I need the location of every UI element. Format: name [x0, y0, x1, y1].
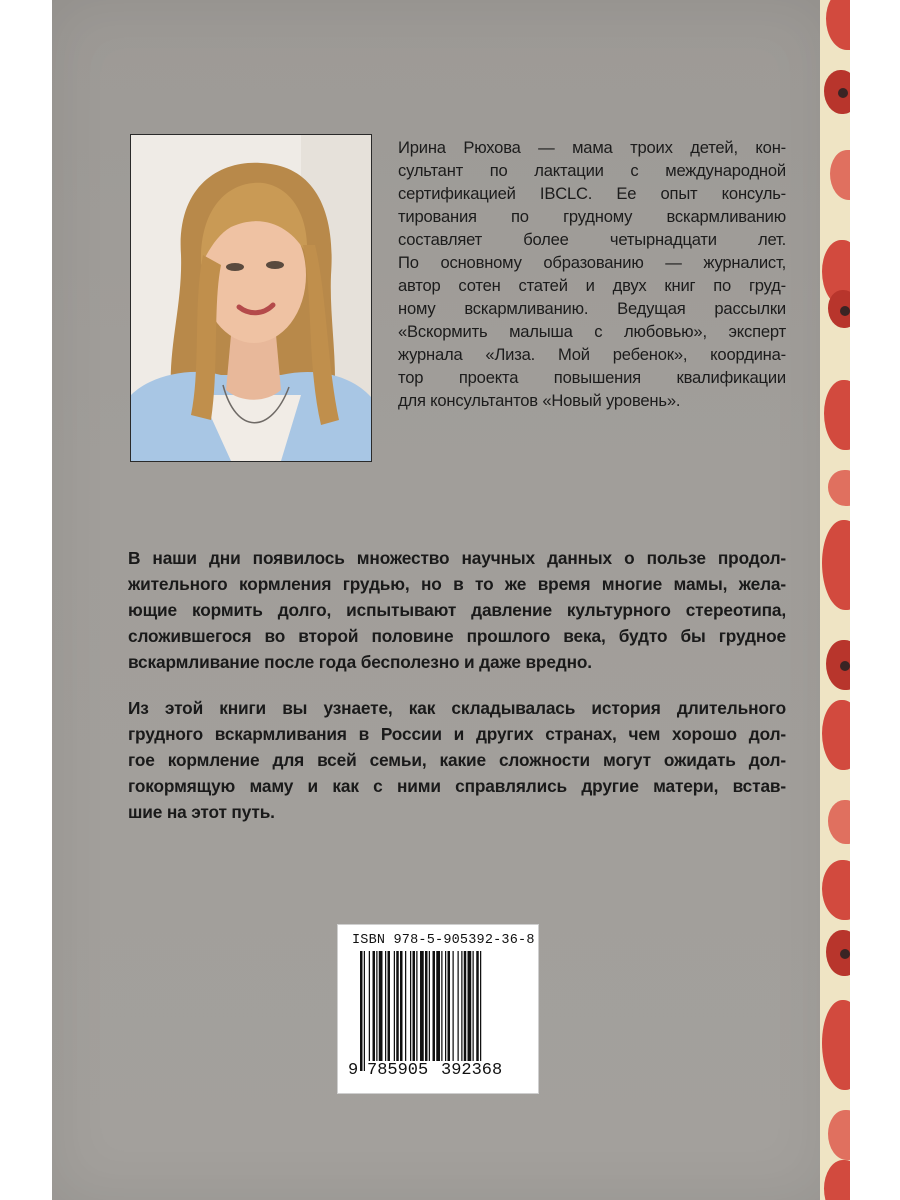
description-paragraph-2	[128, 695, 786, 825]
barcode-digit-first: 9	[348, 1061, 359, 1080]
bio-line: составляет более четырнадцати лет.	[398, 230, 786, 249]
description-line: грудного вскармливания в России и других странах, чем хорошо дол-	[128, 724, 786, 744]
barcode-bars	[360, 951, 520, 1071]
description-paragraph-1	[128, 545, 786, 675]
description-line: В наши дни появилось множество научных данных о пользе продол-	[128, 548, 786, 568]
bio-line: журнала «Лиза. Мой ребенок», координа-	[398, 345, 786, 364]
barcode-digit-group-2: 392368	[441, 1061, 503, 1080]
description-line: гое кормление для всей семьи, какие сложности могут ожидать дол-	[128, 750, 786, 770]
bio-line: сультант по лактации с международной	[398, 161, 786, 180]
author-photo	[130, 134, 372, 462]
description-line: ющие кормить долго, испытывают давление культурного стереотипа,	[128, 600, 786, 620]
bio-line: «Вскормить малыша с любовью», эксперт	[398, 322, 786, 341]
bio-line: Ирина Рюхова — мама троих детей, кон-	[398, 138, 786, 157]
description-line: сложившегося во второй половине прошлого века, будто бы грудное	[128, 626, 786, 646]
isbn-barcode	[337, 924, 539, 1094]
description-line: шие на этот путь.	[128, 802, 275, 822]
bio-line: тор проекта повышения квалификации	[398, 368, 786, 387]
isbn-label: ISBN 978-5-905392-36-8	[352, 933, 535, 948]
bio-line: ному вскармливанию. Ведущая рассылки	[398, 299, 786, 318]
description-line: вскармливание после года бесполезно и даже вредно.	[128, 652, 592, 672]
description-line: жительного кормления грудью, но в то же время многие мамы, жела-	[128, 574, 786, 594]
bio-line: тирования по грудному вскармливанию	[398, 207, 786, 226]
description-line: Из этой книги вы узнаете, как складывалась история длительного	[128, 698, 786, 718]
spine-poppy-pattern	[820, 0, 850, 1200]
author-bio	[398, 136, 786, 412]
description-line: гокормящую маму и как с ними справлялись другие матери, встав-	[128, 776, 786, 796]
bio-line: для консультантов «Новый уровень».	[398, 391, 681, 410]
bio-line: сертификацией IBCLC. Ее опыт консуль-	[398, 184, 786, 203]
bio-line: автор сотен статей и двух книг по груд-	[398, 276, 786, 295]
bio-line: По основному образованию — журналист,	[398, 253, 786, 272]
barcode-digit-group-1: 785905	[367, 1061, 429, 1080]
